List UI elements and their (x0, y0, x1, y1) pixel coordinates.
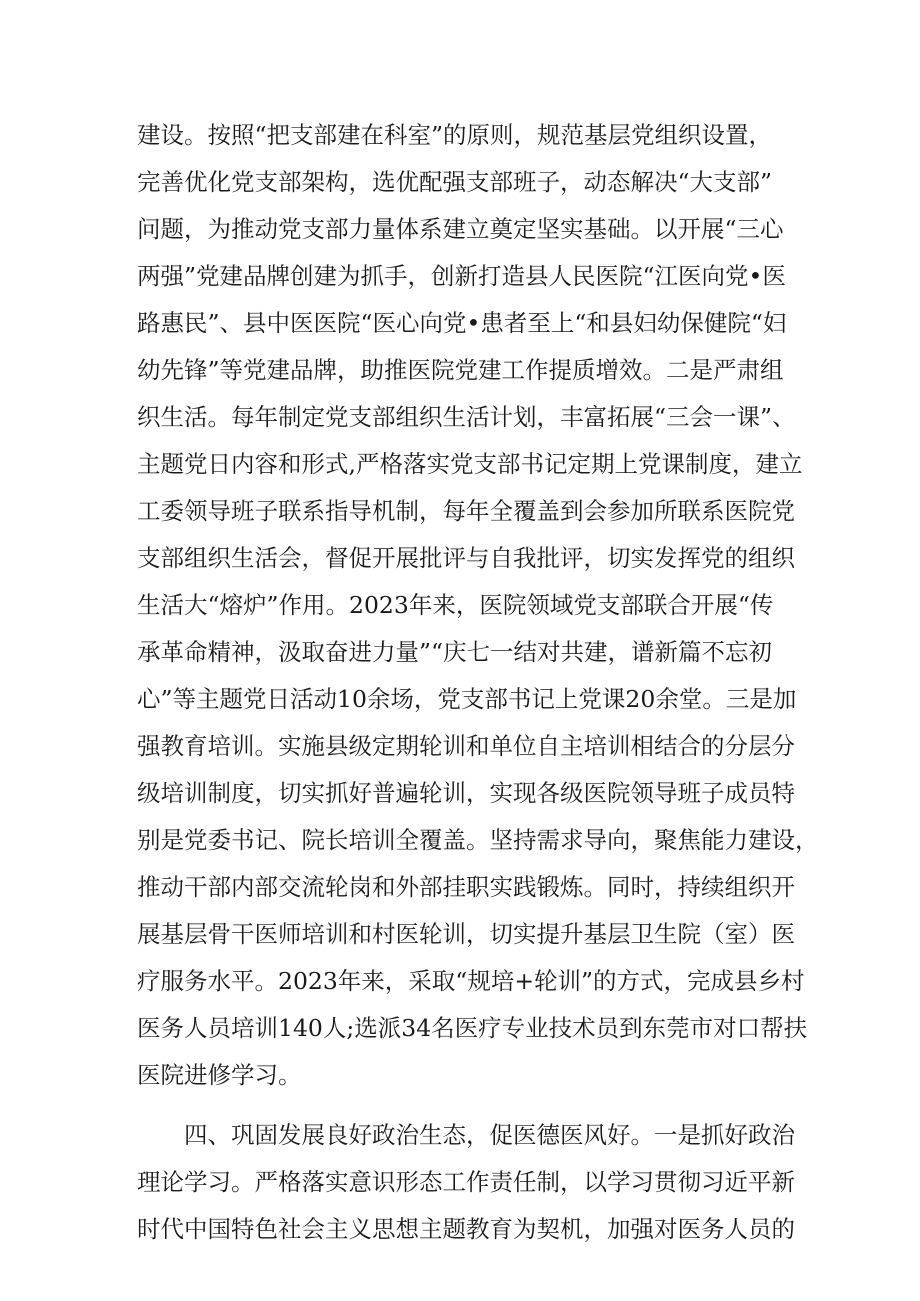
text-line: 承革命精神，汲取奋进力量”“庆七一结对共建，谱新篇不忘初 (137, 638, 773, 666)
text-line: 疗服务水平。2023年来，采取“规培+轮训”的方式，完成县乡村 (137, 967, 805, 995)
text-line: 支部组织生活会，督促开展批评与自我批评，切实发挥党的组织 (137, 544, 795, 572)
text-line: 问题，为推动党支部力量体系建立奠定坚实基础。以开展“三心 (137, 215, 784, 243)
text-line: 心”等主题党日活动10余场，党支部书记上党课20余堂。三是加 (137, 685, 797, 713)
paragraph-gap (137, 1099, 797, 1112)
text-line: 四、巩固发展良好政治生态，促医德医风好。一是抓好政治 (137, 1121, 795, 1149)
text-line: 推动干部内部交流轮岗和外部挂职实践锻炼。同时，持续组织开 (137, 873, 795, 901)
text-line: 医务人员培训140人;选派34名医疗专业技术员到东莞市对口帮扶 (137, 1014, 808, 1042)
text-line: 建设。按照“把支部建在科室”的原则，规范基层党组织设置， (137, 121, 773, 149)
text-line: 生活大“熔炉”作用。2023年来，医院领域党支部联合开展“传 (137, 591, 774, 619)
text-line: 展基层骨干医师培训和村医轮训，切实提升基层卫生院（室）医 (137, 920, 795, 948)
text-line: 主题党日内容和形式,严格落实党支部书记定期上党课制度，建立 (137, 450, 803, 478)
text-line: 幼先锋”等党建品牌，助推医院党建工作提质增效。二是严肃组 (137, 356, 784, 384)
text-line: 织生活。每年制定党支部组织生活计划，丰富拓展“三会一课”、 (137, 403, 796, 431)
text-line: 理论学习。严格落实意识形态工作责任制，以学习贯彻习近平新 (137, 1168, 795, 1196)
text-line: 完善优化党支部架构，选优配强支部班子，动态解决“大支部” (137, 168, 773, 196)
text-line: 路惠民”、县中医医院“医心向党•患者至上“和县妇幼保健院“妇 (137, 309, 787, 337)
text-line: 别是党委书记、院长培训全覆盖。坚持需求导向，聚焦能力建设， (137, 826, 819, 854)
text-line: 时代中国特色社会主义思想主题教育为契机，加强对医务人员的 (137, 1215, 795, 1243)
text-line: 工委领导班子联系指导机制，每年全覆盖到会参加所联系医院党 (137, 497, 795, 525)
body-text (137, 112, 819, 1253)
text-line: 强教育培训。实施县级定期轮训和单位自主培训相结合的分层分 (137, 732, 795, 760)
text-line: 医院进修学习。 (137, 1061, 302, 1089)
text-line: 两强”党建品牌创建为抓手，创新打造县人民医院“江医向党•医 (137, 262, 786, 290)
text-line: 级培训制度，切实抓好普遍轮训，实现各级医院领导班子成员特 (137, 779, 795, 807)
